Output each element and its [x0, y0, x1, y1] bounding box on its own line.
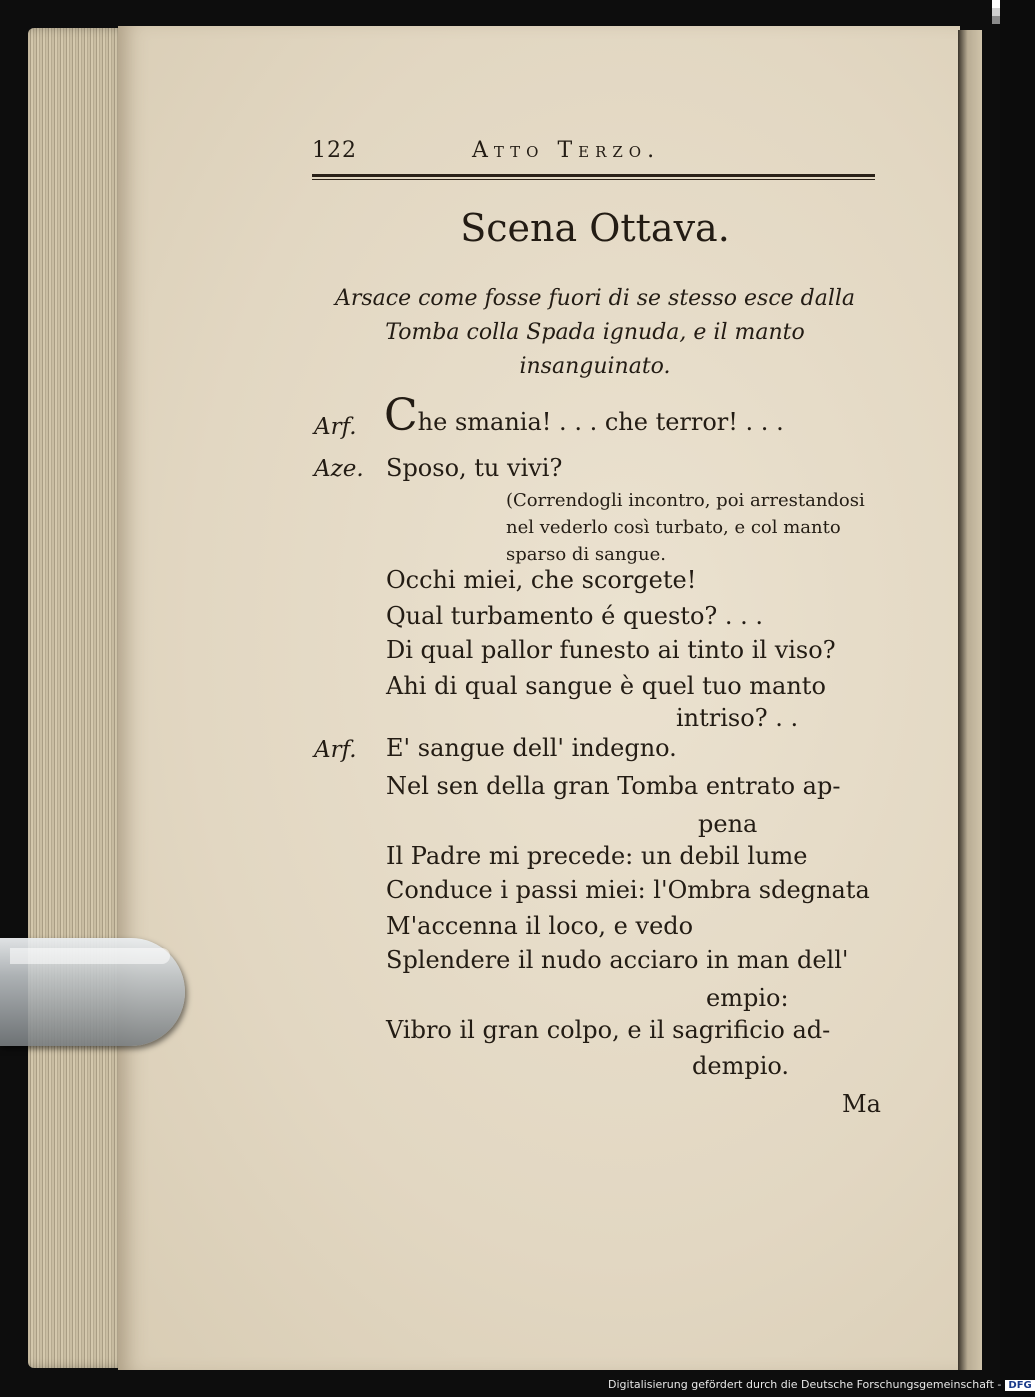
footer-text: Digitalisierung gefördert durch die Deutsche Forschungsgemeinschaft - [608, 1378, 1002, 1391]
dfg-logo: DFG [1005, 1380, 1034, 1391]
verse-line-turnover: empio: [706, 984, 789, 1012]
header-rule [312, 174, 875, 177]
verse-line-turnover: dempio. [692, 1052, 790, 1080]
page-holder-highlight [10, 948, 170, 964]
verse-line: Di qual pallor funesto ai tinto il viso? [386, 636, 836, 664]
verse-line: Conduce i passi miei: l'Ombra sdegnata [386, 876, 870, 904]
speaker-label: Aze. [314, 456, 364, 482]
verse-line: M'accenna il loco, e vedo [386, 912, 694, 940]
verse-line: E' sangue dell' indegno. [386, 734, 677, 762]
stage-direction: (Correndogli incontro, poi arrestandosi nel vederlo così turbato, e col manto sparso di sangue. [506, 490, 865, 565]
footer-credit [608, 1378, 1035, 1391]
verse-line: Nel sen della gran Tomba entrato ap- [386, 772, 841, 800]
verse-line: Sposo, tu vivi? [386, 454, 563, 482]
verse-line: Qual turbamento é questo? . . . [386, 602, 764, 630]
verse-line [384, 390, 784, 441]
verse-line: Occhi miei, che scorgete! [386, 566, 697, 594]
running-head: Atto Terzo. [472, 138, 661, 163]
catchword: Ma [842, 1090, 881, 1118]
speaker-label: Arf. [314, 414, 357, 440]
scene-title: Scena Ottava. [460, 206, 730, 250]
verse-line: Vibro il gran colpo, e il sagrificio ad- [386, 1016, 831, 1044]
page-number: 122 [312, 138, 357, 163]
verse-text: he smania! . . . che terror! . . . [417, 408, 784, 436]
verse-line: Ahi di qual sangue è quel tuo manto [386, 672, 826, 700]
header-rule-thin [312, 179, 875, 180]
verse-line: Il Padre mi precede: un debil lume [386, 842, 808, 870]
verse-line-turnover: pena [698, 810, 758, 838]
stage-direction-opening: Arsace come fosse fuori di se stesso esce dalla Tomba colla Spada ignuda, e il manto insanguinato. [334, 286, 856, 379]
verse-line: Splendere il nudo acciaro in man dell' [386, 946, 849, 974]
speaker-label: Arf. [314, 737, 357, 763]
drop-cap: C [384, 390, 418, 441]
verse-line-turnover: intriso? . . [676, 704, 799, 732]
